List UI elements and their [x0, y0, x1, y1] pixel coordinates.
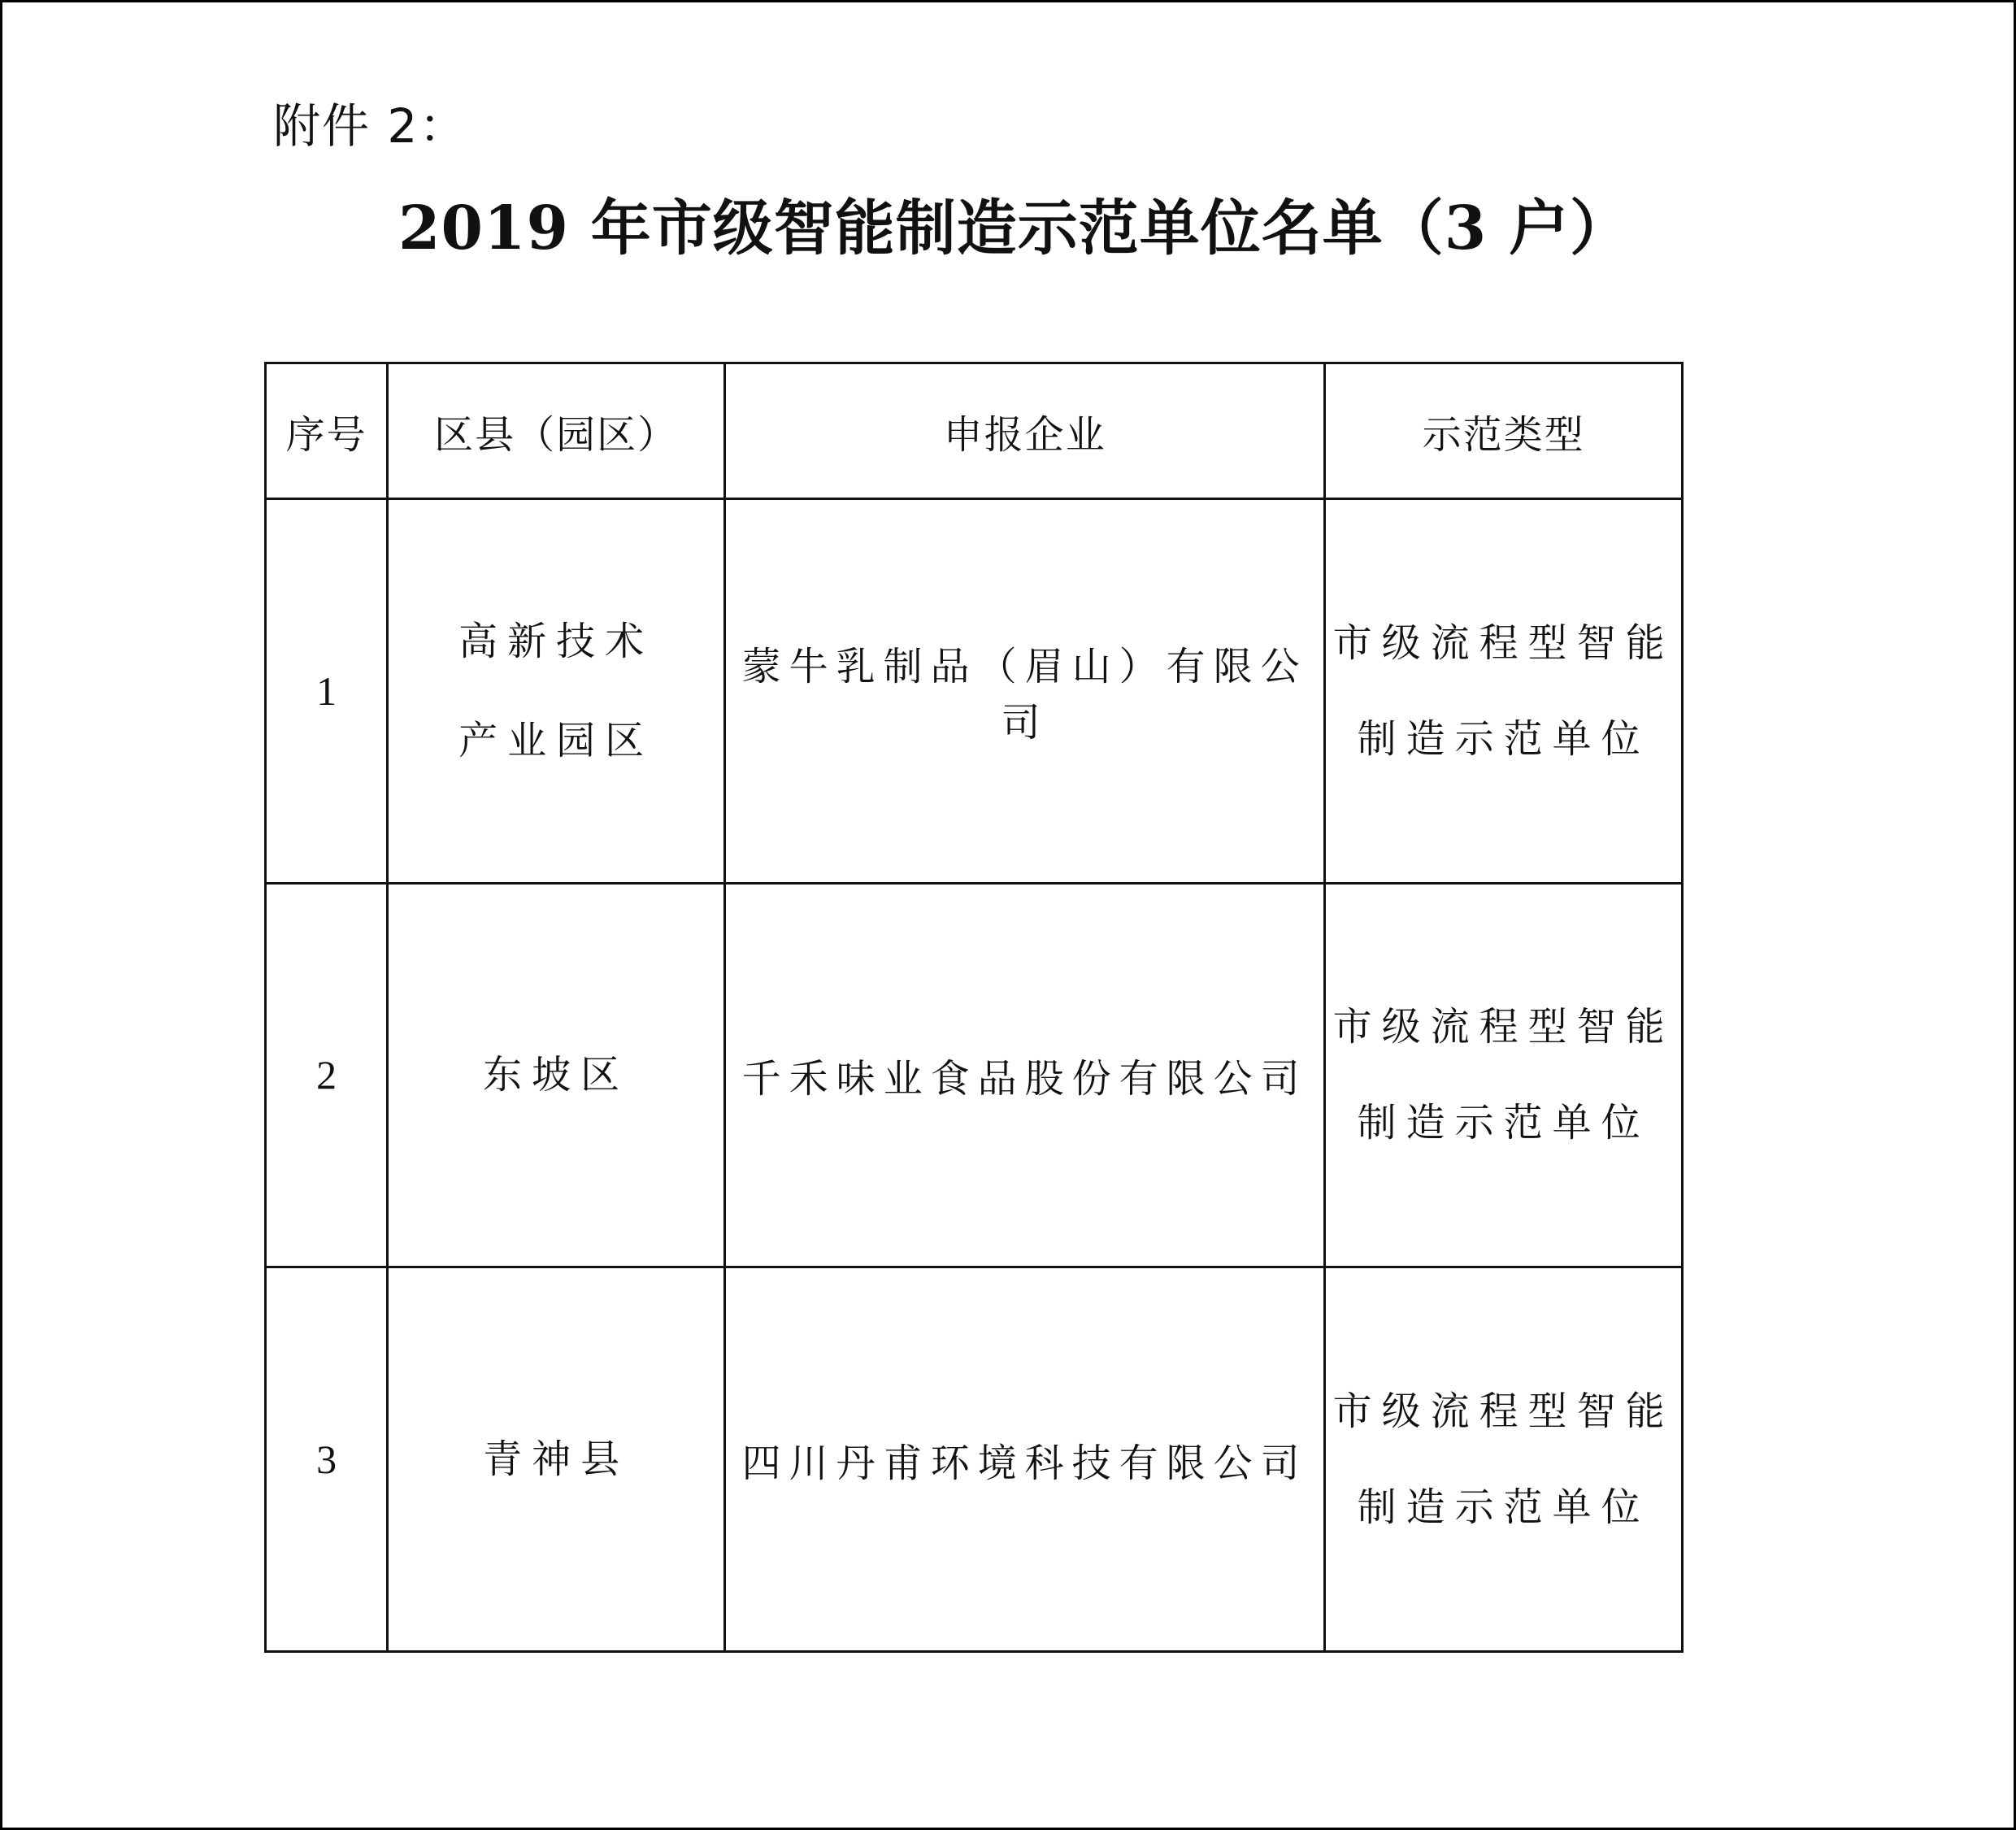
row-type: [1325, 499, 1683, 884]
row-index: 3: [266, 1267, 388, 1652]
district-line: 产业园区: [458, 717, 654, 763]
row-district: [388, 1267, 725, 1652]
type-line: 制造示范单位: [1357, 715, 1650, 762]
district-line: 青神县: [483, 1437, 630, 1483]
table-row: [266, 1267, 1683, 1652]
table-header-row: [266, 363, 1683, 499]
district-line: 高新技术: [458, 618, 654, 664]
row-district: [388, 883, 725, 1267]
header-company: 申报企业: [724, 363, 1324, 499]
header-district: 区县（园区）: [388, 363, 725, 499]
type-line: 制造示范单位: [1357, 1484, 1650, 1531]
district-line: 东坡区: [483, 1052, 630, 1098]
header-index: 序号: [266, 363, 388, 499]
page-title: 2019 年市级智能制造示范单位名单（3 户）: [398, 193, 1631, 263]
type-line: 市级流程型智能: [1332, 1004, 1675, 1050]
row-type: [1325, 1267, 1683, 1652]
type-line: 市级流程型智能: [1332, 619, 1675, 666]
row-type: [1325, 883, 1683, 1267]
row-company: 蒙牛乳制品（眉山）有限公司: [724, 499, 1324, 884]
row-index: 1: [266, 499, 388, 884]
attachment-label: 附件 2：: [273, 98, 468, 154]
row-district: [388, 499, 725, 884]
table-row: [266, 499, 1683, 884]
demonstration-units-table: [264, 362, 1684, 1653]
row-index: 2: [266, 883, 388, 1267]
type-line: 制造示范单位: [1357, 1100, 1650, 1146]
header-type: 示范类型: [1325, 363, 1683, 499]
row-company: 千禾味业食品股份有限公司: [724, 883, 1324, 1267]
table-row: [266, 883, 1683, 1267]
type-line: 市级流程型智能: [1332, 1389, 1675, 1435]
row-company: 四川丹甫环境科技有限公司: [724, 1267, 1324, 1652]
